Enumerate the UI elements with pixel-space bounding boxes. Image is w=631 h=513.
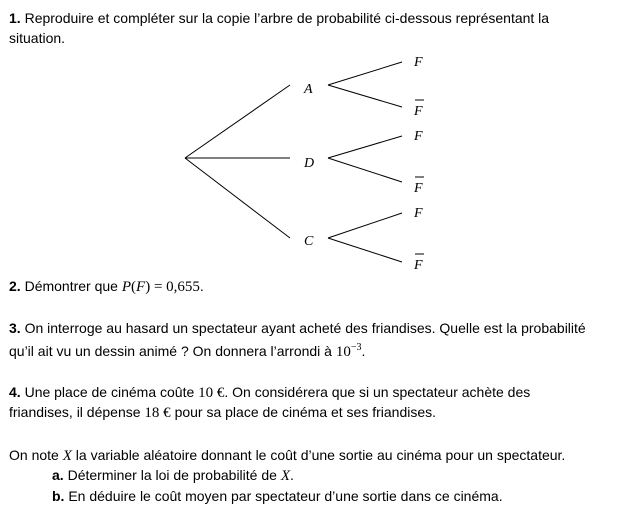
question-4-text-a: Une place de cinéma coûte bbox=[24, 384, 195, 400]
leaf-label-A-F: F bbox=[414, 55, 423, 70]
node-label-D: D bbox=[304, 156, 315, 171]
leaf-label-D-F: F bbox=[414, 129, 423, 144]
question-4-text-b: . On considérera que si un spectateur achète des bbox=[224, 384, 531, 400]
question-4-number: 4. bbox=[9, 384, 21, 400]
question-2-number: 2. bbox=[9, 278, 21, 294]
branch-root-A bbox=[185, 85, 290, 158]
sub-question-a-end: . bbox=[289, 467, 294, 483]
branch-D-F bbox=[328, 136, 402, 158]
price-with-snacks: 18 € bbox=[144, 405, 171, 421]
question-3-text-cont: qu’il ait vu un dessin animé ? On donnera l’arrondi à bbox=[9, 343, 332, 359]
event-F: F bbox=[136, 279, 146, 295]
question-2-formula: P(F) = 0,655 bbox=[121, 279, 200, 295]
question-3-line-2 bbox=[9, 338, 365, 362]
note-text-a: On note bbox=[9, 447, 59, 463]
question-4-line-1 bbox=[9, 382, 530, 403]
question-3-line-1 bbox=[9, 318, 586, 338]
sub-question-b-label: b. bbox=[52, 488, 65, 504]
question-3-text: On interroge au hasard un spectateur ayant acheté des friandises. Quelle est la probabilité bbox=[24, 320, 586, 336]
branch-A-F bbox=[328, 62, 402, 85]
branch-C-F bbox=[328, 213, 402, 238]
sub-question-a-text: Déterminer la loi de probabilité de bbox=[67, 467, 277, 483]
question-1-number: 1. bbox=[9, 10, 21, 26]
prob-symbol: P bbox=[121, 279, 132, 295]
question-4-line-2 bbox=[9, 402, 436, 423]
question-2 bbox=[9, 276, 204, 297]
leaf-label-C-Fbar: F bbox=[414, 258, 423, 273]
formula-value: = 0,655 bbox=[150, 279, 200, 295]
power-exponent: −3 bbox=[350, 342, 362, 353]
question-2-text: Démontrer que bbox=[24, 278, 118, 294]
branch-D-Fbar bbox=[328, 158, 402, 182]
question-1-text: Reproduire et compléter sur la copie l’arbre de probabilité ci-dessous représentant la bbox=[24, 10, 550, 26]
question-3-number: 3. bbox=[9, 320, 21, 336]
variable-X: X bbox=[62, 448, 72, 464]
leaf-label-D-Fbar: F bbox=[414, 181, 423, 196]
variable-definition bbox=[9, 445, 565, 466]
sub-question-b bbox=[52, 486, 503, 506]
sub-question-a-var: X bbox=[280, 468, 290, 484]
leaf-label-A-Fbar: F bbox=[414, 104, 423, 119]
sub-question-b-text: En déduire le coût moyen par spectateur d’une sortie dans ce cinéma. bbox=[68, 488, 503, 504]
question-4-text-c: friandises, il dépense bbox=[9, 404, 141, 420]
node-label-C: C bbox=[304, 234, 314, 249]
branch-A-Fbar bbox=[328, 85, 402, 107]
branch-root-C bbox=[185, 158, 290, 238]
node-label-A: A bbox=[304, 82, 313, 97]
question-1-text-cont: situation. bbox=[9, 30, 66, 46]
note-text-b: la variable aléatoire donnant le coût d’une sortie au cinéma pour un spectateur. bbox=[75, 447, 566, 463]
rounding-power bbox=[336, 344, 362, 360]
sub-question-a-label: a. bbox=[52, 467, 64, 483]
branch-C-Fbar bbox=[328, 238, 402, 262]
power-base: 10 bbox=[335, 344, 351, 360]
price-ticket: 10 € bbox=[198, 385, 225, 401]
question-3-end: . bbox=[361, 343, 366, 359]
question-4-text-d: pour sa place de cinéma et ses friandises. bbox=[174, 404, 437, 420]
question-2-end: . bbox=[199, 278, 204, 294]
sub-question-a bbox=[52, 465, 294, 486]
leaf-label-C-F: F bbox=[414, 206, 423, 221]
